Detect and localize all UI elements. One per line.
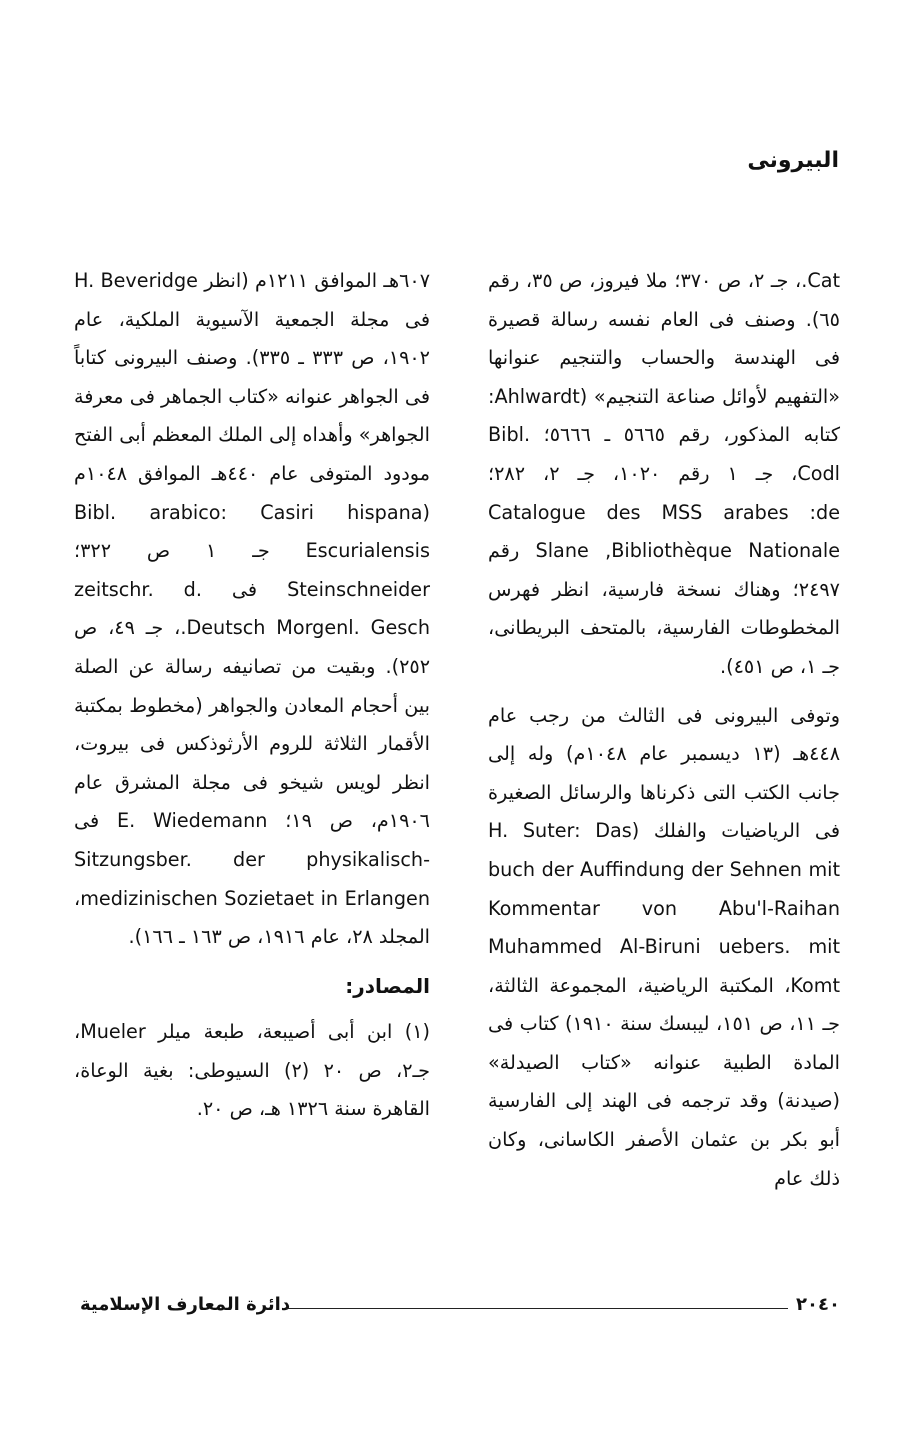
footer-title: دائرة المعارف الإسلامية — [80, 1294, 291, 1315]
footer-rule — [286, 1308, 788, 1309]
left-paragraph-1: ٦٠٧هـ الموافق ١٢١١م (انظر H. Beveridge فى مجلة الجمعية الآسيوية الملكية، عام ١٩٠٢، ص ٣٣٣ ـ ٣٣٥). وصنف البيرونى كتاباً فى الجواهر عنوانه «كتاب الجماهر فى معرفة الجواهر» وأهداه إلى الملك المعظم أبى الفتح مودود المتوفى عام ٤٤٠هـ الموافق ١٠٤٨م (Bibl. arabico: Casiri hispana Escurialensis جـ ١ ص ٣٢٢؛ Steinschneider فى zeitschr. d. Deutsch Morgenl. Gesch.، جـ ٤٩، ص ٢٥٢). وبقيت من تصانيفه رسالة عن الصلة بين أحجام المعادن والجواهر (مخطوط بمكتبة الأقمار الثلاثة للروم الأرثوذكس فى بيروت، انظر لويس شيخو فى مجلة المشرق عام ١٩٠٦م، ص ١٩؛ E. Wiedemann فى Sitzungsber. der physikalisch- medizinischen Sozietaet in Erlangen، المجلد ٢٨، عام ١٩١٦، ص ١٦٣ ـ ١٦٦). — [74, 269, 430, 949]
page-number: ٢٠٤٠ — [796, 1294, 840, 1315]
right-paragraph-1: Cat.، جـ ٢، ص ٣٧٠؛ ملا فيروز، ص ٣٥، رقم ٦٥). وصنف فى العام نفسه رسالة قصيرة فى الهندسة والحساب والتنجيم عنوانها «التفهيم لأوائل صناعة التنجيم» (Ahlwardt: كتابه المذكور، رقم ٥٦٦٥ ـ ٥٦٦٦؛ Bibl. Codl، جـ ١ رقم ١٠٢٠، جـ ٢، ٢٨٢؛ Catalogue des MSS arabes :de Slane ,Bibliothèque Nationale رقم ٢٤٩٧؛ وهناك نسخة فارسية، انظر فهرس المخطوطات الفارسية، بالمتحف البريطانى، جـ ١، ص ٤٥١). — [488, 269, 841, 678]
sources-heading: المصادر: — [345, 973, 430, 998]
right-column — [488, 262, 840, 1198]
right-paragraph-2: وتوفى البيرونى فى الثالث من رجب عام ٤٤٨هـ (١٣ ديسمبر عام ١٠٤٨م) وله إلى جانب الكتب التى ذكرناها والرسائل الصغيرة فى الرياضيات والفلك (H. Suter: Das buch der Auffindung der Sehnen mit Kommentar von Abu'l-Raihan Muhammed Al-Biruni uebers. mit Komt، المكتبة الرياضية، المجموعة الثالثة، جـ ١١، ص ١٥١، ليبسك سنة ١٩١٠) كتاب فى المادة الطبية عنوانه «كتاب الصيدلة» (صيدنة) وقد ترجمه فى الهند إلى الفارسية أبو بكر بن عثمان الأصفر الكاسانى، وكان ذلك عام — [488, 703, 841, 1190]
sources-paragraph: (١) ابن أبى أصيبعة، طبعة ميلر Mueler، جـ٢، ص ٢٠ (٢) السيوطى: بغية الوعاة، القاهرة سنة ١٣٢٦ هـ، ص ٢٠. — [74, 1020, 430, 1121]
left-column — [74, 262, 430, 1129]
page-footer — [80, 1294, 840, 1324]
running-head: البيرونى — [747, 148, 839, 173]
